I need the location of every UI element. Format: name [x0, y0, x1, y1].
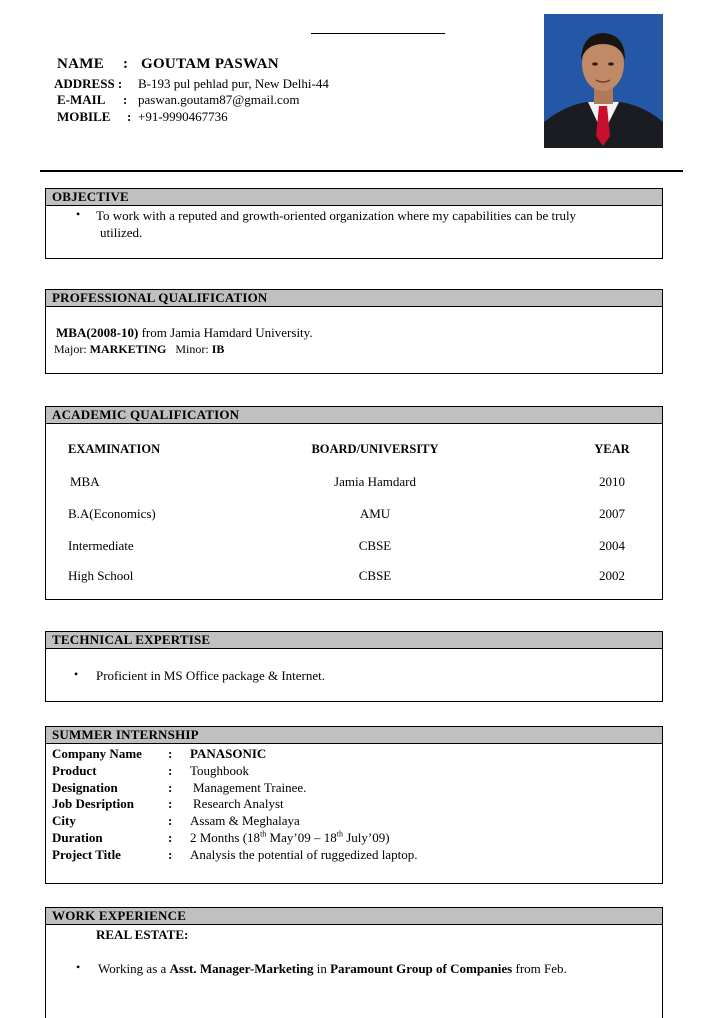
colon: :	[168, 830, 173, 845]
table-cell: AMU	[359, 506, 391, 521]
address-label: ADDRESS :	[54, 76, 123, 91]
duration-part: July’09)	[342, 830, 390, 845]
email-line	[57, 92, 377, 108]
degree-university: from Jamia Hamdard University.	[141, 325, 313, 340]
email-label: E-MAIL	[57, 92, 106, 107]
duration-part: 2 Months (18	[190, 830, 261, 845]
product-value: Toughbook	[190, 763, 250, 778]
bullet-icon: •	[74, 667, 79, 681]
work-line	[98, 961, 567, 977]
colon: :	[168, 813, 173, 828]
name-line	[57, 56, 279, 73]
colon: :	[168, 763, 173, 778]
technical-title: TECHNICAL EXPERTISE	[46, 632, 662, 649]
internship-title: SUMMER INTERNSHIP	[46, 727, 662, 744]
header-divider	[40, 170, 683, 172]
duration-label: Duration	[52, 830, 103, 845]
project-label: Project Title	[52, 847, 121, 862]
bullet-icon: •	[76, 207, 81, 221]
designation-value: Management Trainee.	[193, 780, 307, 795]
table-cell: 2004	[599, 538, 625, 553]
degree: MBA(2008-10)	[56, 325, 139, 340]
major-label: Major:	[54, 342, 87, 356]
name-label: NAME	[57, 56, 105, 72]
table-cell: B.A(Economics)	[68, 506, 156, 521]
duration-sup: th	[336, 829, 343, 839]
professional-title: PROFESSIONAL QUALIFICATION	[46, 290, 662, 307]
address-value: B-193 pul pehlad pur, New Delhi-44	[138, 76, 329, 91]
email-value[interactable]: paswan.goutam87@gmail.com	[138, 92, 300, 107]
product-label: Product	[52, 763, 97, 778]
colon: :	[168, 746, 173, 761]
work-text: Working as a	[98, 961, 170, 976]
table-cell: Intermediate	[68, 538, 134, 553]
work-title: WORK EXPERIENCE	[46, 908, 662, 925]
profile-photo	[544, 14, 663, 148]
academic-section	[45, 406, 663, 600]
major-minor-line	[54, 342, 224, 357]
table-cell: 2010	[599, 474, 625, 489]
minor-label: Minor:	[175, 342, 209, 356]
mobile-label: MOBILE	[57, 109, 111, 124]
job-label: Job Desription	[52, 796, 134, 811]
table-cell: Jamia Hamdard	[334, 474, 416, 489]
work-section	[45, 907, 663, 1018]
objective-section	[45, 188, 663, 259]
top-rule	[311, 33, 445, 34]
email-colon: :	[123, 92, 128, 107]
work-sector: REAL ESTATE:	[96, 927, 189, 942]
objective-line-1: To work with a reputed and growth-oriented organization where my capabilities can be truly	[96, 208, 577, 223]
job-value: Research Analyst	[193, 796, 284, 811]
table-cell: 2002	[599, 568, 625, 583]
degree-line	[56, 325, 313, 341]
company-value: PANASONIC	[190, 746, 267, 761]
name-colon: :	[123, 56, 129, 72]
company-label: Company Name	[52, 746, 142, 761]
internship-section	[45, 726, 663, 884]
mobile-line	[57, 109, 377, 125]
minor-value: IB	[211, 342, 225, 356]
duration-part: May’09 – 18	[266, 830, 337, 845]
objective-title: OBJECTIVE	[46, 189, 662, 206]
colon: :	[168, 847, 173, 862]
objective-line-2: utilized.	[100, 225, 143, 240]
mobile-colon: :	[127, 109, 132, 124]
full-name: GOUTAM PASWAN	[141, 56, 279, 72]
colon: :	[168, 796, 173, 811]
mobile-value: +91-9990467736	[138, 109, 228, 124]
technical-item: Proficient in MS Office package & Internet.	[96, 668, 325, 683]
major-value: MARKETING	[89, 342, 167, 356]
designation-label: Designation	[52, 780, 118, 795]
work-role: Asst. Manager-Marketing	[169, 961, 314, 976]
city-label: City	[52, 813, 76, 828]
duration-value	[190, 830, 390, 846]
col-header-year: YEAR	[594, 442, 630, 456]
bullet-icon: •	[76, 960, 81, 974]
city-value: Assam & Meghalaya	[190, 813, 300, 828]
table-cell: MBA	[70, 474, 100, 489]
technical-section	[45, 631, 663, 702]
col-header-examination: EXAMINATION	[68, 442, 161, 456]
table-cell: High School	[68, 568, 134, 583]
internship-body	[46, 744, 662, 882]
work-text: from Feb.	[512, 961, 567, 976]
work-company: Paramount Group of Companies	[330, 961, 513, 976]
address-line	[54, 76, 374, 92]
table-cell: 2007	[599, 506, 625, 521]
project-value: Analysis the potential of ruggedized laptop.	[190, 847, 418, 862]
colon: :	[168, 780, 173, 795]
work-text: in	[313, 961, 331, 976]
duration-sup: th	[260, 829, 267, 839]
col-header-board: BOARD/UNIVERSITY	[311, 442, 439, 456]
professional-section	[45, 289, 663, 374]
table-cell: CBSE	[358, 538, 392, 553]
table-cell: CBSE	[358, 568, 392, 583]
academic-title: ACADEMIC QUALIFICATION	[46, 407, 662, 424]
